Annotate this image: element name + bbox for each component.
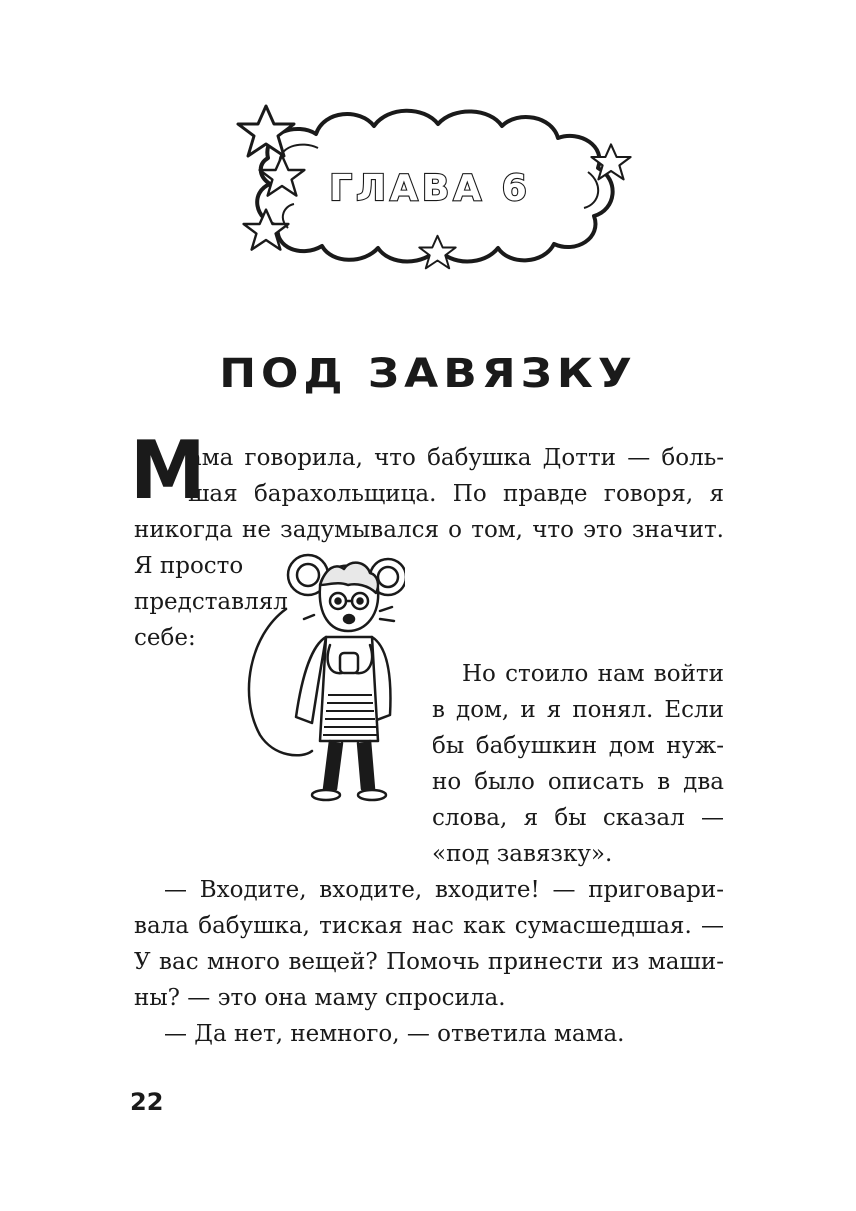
text-line: ама говорила, что бабушка Дотти — боль- — [188, 445, 724, 471]
text-line: слова, я бы сказал — — [432, 805, 724, 831]
text-line: «под завязку». — [432, 841, 613, 867]
text-line: вала бабушка, тиская нас как сумасшедшая. — — [134, 913, 724, 939]
text-line: но было описать в два — [432, 769, 724, 795]
text-line: представлял — [134, 589, 288, 615]
chapter-label: ГЛАВА 6 — [329, 168, 531, 209]
page-number: 22 — [130, 1088, 164, 1116]
text-line: в дом, и я понял. Если — [432, 697, 724, 723]
text-line: Но стоило нам войти — [462, 661, 724, 687]
text-line: ны? — это она маму спросила. — [134, 985, 506, 1011]
text-line: себе: — [134, 625, 196, 651]
text-line: шая барахольщица. По правде говоря, я — [188, 481, 724, 507]
text-line: бы бабушкин дом нуж- — [432, 733, 724, 759]
grandma-mouse-icon — [230, 545, 405, 807]
text-line: — Да нет, немного, — ответила мама. — [164, 1021, 625, 1047]
chapter-title: ПОД ЗАВЯЗКУ — [219, 350, 637, 397]
text-line: никогда не задумывался о том, что это значит. — [134, 517, 724, 543]
drop-cap: М — [130, 424, 206, 517]
text-line: — Входите, входите, входите! — приговари- — [164, 877, 724, 903]
text-line: Я просто — [134, 553, 244, 579]
text-line: У вас много вещей? Помочь принести из маши- — [134, 949, 724, 975]
